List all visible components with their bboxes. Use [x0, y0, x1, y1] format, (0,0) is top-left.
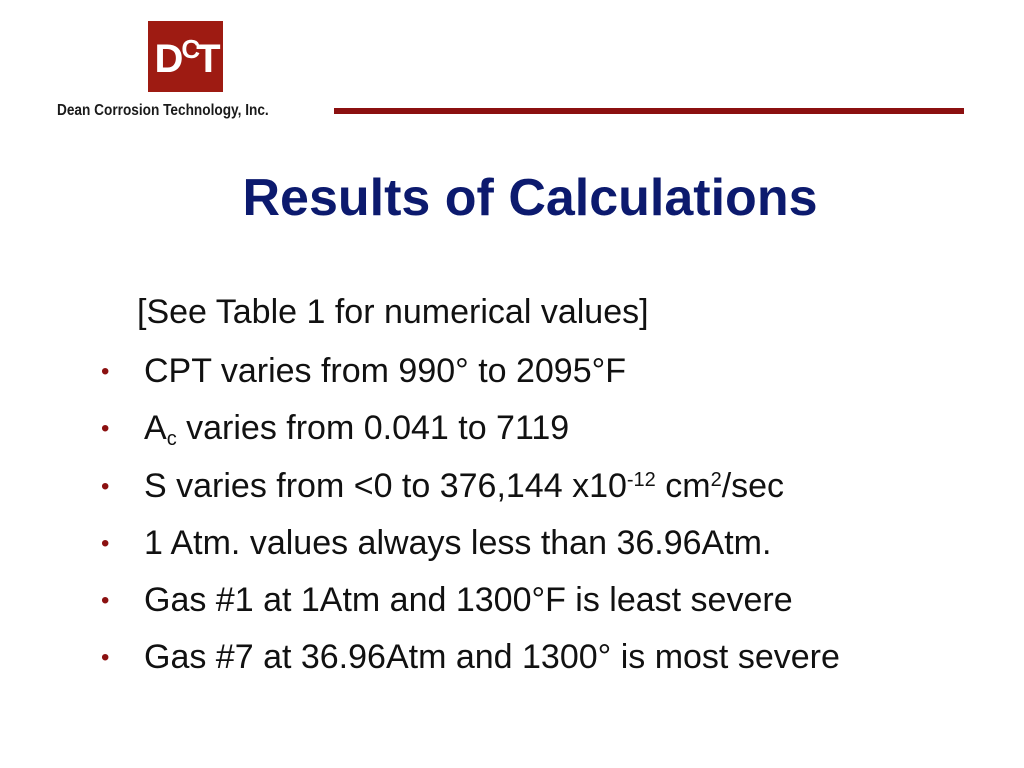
bullet-text-rest: varies from 0.041 to 7119 — [176, 409, 570, 448]
superscript-exponent: -12 — [626, 468, 656, 491]
company-name: Dean Corrosion Technology, Inc. — [57, 102, 269, 119]
bullet-text-rest: /sec — [721, 466, 785, 505]
bullet-icon: • — [101, 587, 110, 615]
company-logo — [148, 21, 223, 92]
bullet-icon: • — [101, 472, 110, 500]
bullet-text: Gas #7 at 36.96Atm and 1300° is most severe — [144, 638, 840, 677]
subscript: c — [166, 428, 177, 451]
logo-mark: D C T — [154, 33, 217, 81]
bullet-text: CPT varies from 990° to 2095°F — [144, 352, 626, 390]
slide-title: Results of Calculations — [242, 169, 818, 227]
bullet-icon: • — [101, 415, 110, 443]
bullet-text-main: S varies from <0 to 376,144 x10 — [144, 466, 627, 505]
bullet-item — [101, 579, 921, 622]
bullet-text-main: A — [144, 409, 167, 448]
bullet-item — [101, 522, 921, 565]
bullet-item — [101, 407, 921, 450]
bullet-text — [144, 467, 784, 505]
bullet-text: 1 Atm. values always less than 36.96Atm. — [144, 523, 772, 562]
bullet-list — [101, 350, 921, 694]
bullet-item — [101, 636, 921, 679]
bullet-icon: • — [101, 644, 110, 672]
bullet-icon: • — [101, 529, 110, 557]
bullet-item — [101, 350, 921, 393]
bullet-text-unit: cm — [655, 466, 711, 505]
superscript-square: 2 — [710, 468, 722, 491]
bullet-text — [144, 409, 570, 451]
bullet-icon: • — [101, 358, 110, 385]
bullet-item — [101, 465, 921, 508]
bullet-text: Gas #1 at 1Atm and 1300°F is least severe — [144, 581, 793, 620]
header-rule — [334, 108, 964, 114]
table-reference-note: [See Table 1 for numerical values] — [137, 293, 649, 331]
